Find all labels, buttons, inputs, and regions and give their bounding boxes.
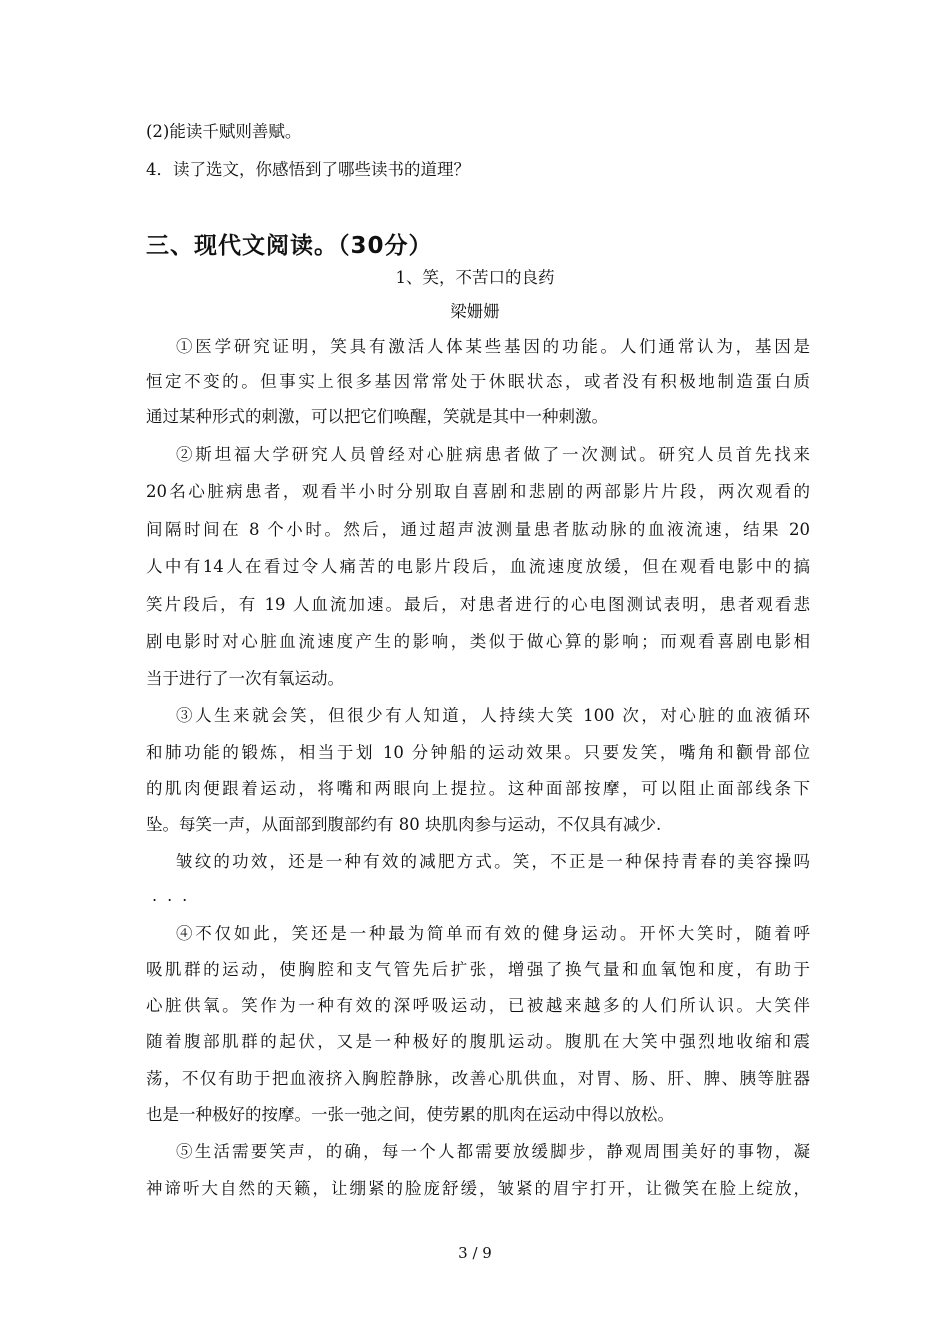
paragraph-line: 随着腹部肌群的起伏，又是一种极好的腹肌运动。腹肌在大笑中强烈地收缩和震 bbox=[146, 1032, 810, 1051]
paragraph-line: 间隔时间在 8 个小时。然后，通过超声波测量患者肱动脉的血液流速，结果 20 bbox=[146, 520, 810, 539]
paragraph-line: ⑤生活需要笑声，的确，每一个人都需要放缓脚步，静观周围美好的事物，凝 bbox=[176, 1142, 810, 1161]
paragraph-line: 剧电影时对心脏血流速度产生的影响，类似于做心算的影响；而观看喜剧电影相 bbox=[146, 632, 810, 651]
paragraph-line: 荡，不仅有助于把血液挤入胸腔静脉，改善心肌供血，对胃、肠、肝、脾、胰等脏器 bbox=[146, 1069, 810, 1088]
paragraph-line: 当于进行了一次有氧运动。 bbox=[146, 669, 344, 688]
paragraph-line: 的肌肉便跟着运动，将嘴和两眼向上提拉。这种面部按摩，可以阻止面部线条下 bbox=[146, 779, 810, 798]
paragraph-line: 恒定不变的。但事实上很多基因常常处于休眠状态，或者没有积极地制造蛋白质 bbox=[146, 372, 810, 391]
paragraph-line: 笑片段后，有 19 人血流加速。最后，对患者进行的心电图测试表明，患者观看悲 bbox=[146, 595, 810, 614]
article-author: 梁姗姗 bbox=[450, 302, 500, 321]
paragraph-line: 20名心脏病患者，观看半小时分别取自喜剧和悲剧的两部影片片段，两次观看的 bbox=[146, 482, 810, 501]
paragraph-line: 皱纹的功效，还是一种有效的减肥方式。笑，不正是一种保持青春的美容操吗 bbox=[176, 852, 810, 871]
paragraph-line: 坠。每笑一声，从面部到腹部约有 80 块肌肉参与运动，不仅具有减少. bbox=[146, 815, 662, 834]
paragraph-line: ④不仅如此，笑还是一种最为简单而有效的健身运动。开怀大笑时，随着呼 bbox=[176, 924, 810, 943]
paragraph-line: 人中有14人在看过令人痛苦的电影片段后，血流速度放缓，但在观看电影中的搞 bbox=[146, 557, 810, 576]
ellipsis-dots: ... bbox=[152, 886, 198, 905]
paragraph-line: ②斯坦福大学研究人员曾经对心脏病患者做了一次测试。研究人员首先找来 bbox=[176, 445, 810, 464]
paragraph-line: ③人生来就会笑，但很少有人知道，人持续大笑 100 次，对心脏的血液循环 bbox=[176, 706, 810, 725]
paragraph-line: 心脏供氧。笑作为一种有效的深呼吸运动，已被越来越多的人们所认识。大笑伴 bbox=[146, 996, 810, 1015]
paragraph-line: 也是一种极好的按摩。一张一弛之间，使劳累的肌肉在运动中得以放松。 bbox=[146, 1105, 674, 1124]
article-title: 1、笑，不苦口的良药 bbox=[395, 268, 555, 287]
paragraph-line: ①医学研究证明，笑具有激活人体某些基因的功能。人们通常认为，基因是 bbox=[176, 337, 810, 356]
paragraph-line: 神谛听大自然的天籁，让绷紧的脸庞舒缓，皱紧的眉宇打开，让微笑在脸上绽放， bbox=[146, 1179, 810, 1198]
paragraph-line: 通过某种形式的刺激，可以把它们唤醒，笑就是其中一种刺激。 bbox=[146, 407, 608, 426]
question-4: 4．读了选文，你感悟到了哪些读书的道理？ bbox=[146, 160, 470, 179]
section-heading: 三、现代文阅读。（30分） bbox=[146, 233, 433, 259]
paragraph-line: 和肺功能的锻炼，相当于划 10 分钟船的运动效果。只要发笑，嘴角和颧骨部位 bbox=[146, 743, 810, 762]
page-number: 3 / 9 bbox=[458, 1244, 492, 1262]
question-3-2: (2)能读千赋则善赋。 bbox=[146, 122, 302, 141]
paragraph-line: 吸肌群的运动，使胸腔和支气管先后扩张，增强了换气量和血氧饱和度，有助于 bbox=[146, 960, 810, 979]
